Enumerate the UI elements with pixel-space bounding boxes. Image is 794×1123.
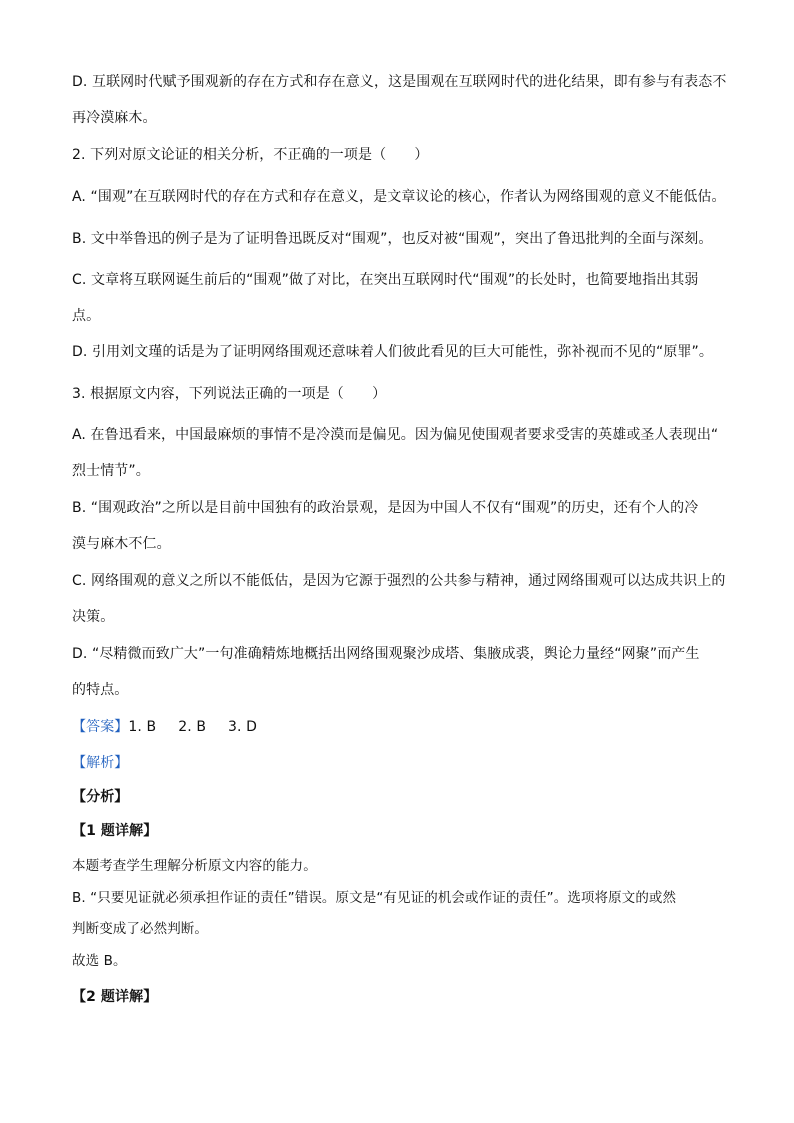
q3-option-d-line1: D. “尽精微而致广大”一句准确精炼地概括出网络围观聚沙成塔、集腋成裘，舆论力量经“网聚”而产生 <box>72 646 700 662</box>
answer-label: 【答案】 <box>72 719 129 735</box>
answer-item-3: 3. D <box>228 719 258 735</box>
q3-option-b-line2: 漠与麻木不仁。 <box>72 536 171 552</box>
q1-detail-heading: 【1 题详解】 <box>72 823 158 839</box>
q3-option-a-line1: A. 在鲁迅看来，中国最麻烦的事情不是冷漠而是偏见。因为偏见使围观者要求受害的英雄或圣人表现出“ <box>72 427 719 443</box>
q1-detail-line2: B. “只要见证就必须承担作证的责任”错误。原文是“有见证的机会或作证的责任”。选项将原文的或然 <box>72 890 677 906</box>
q1-detail-line4: 故选 B。 <box>72 953 127 969</box>
q2-detail-heading: 【2 题详解】 <box>72 989 158 1005</box>
q2-option-c-line2: 点。 <box>72 308 101 324</box>
q2-option-d: D. 引用刘文瑾的话是为了证明网络围观还意味着人们彼此看见的巨大可能性，弥补视而不见的“原罪”。 <box>72 344 713 360</box>
analysis-label: 【解析】 <box>72 755 129 771</box>
answer-line <box>72 718 732 736</box>
q3-option-b-line1: B. “围观政治”之所以是目前中国独有的政治景观，是因为中国人不仅有“围观”的历史，还有个人的冷 <box>72 500 699 516</box>
q3-option-c-line1: C. 网络围观的意义之所以不能低估，是因为它源于强烈的公共参与精神，通过网络围观可以达成共识上的 <box>72 573 726 589</box>
q1-detail-line1: 本题考查学生理解分析原文内容的能力。 <box>72 858 317 874</box>
q3-stem: 3. 根据原文内容，下列说法正确的一项是（ ） <box>72 386 387 402</box>
q3-option-c-line2: 决策。 <box>72 609 115 625</box>
q3-option-a-line2: 烈士情节”。 <box>72 463 150 479</box>
fenxi-heading: 【分析】 <box>72 789 129 805</box>
q2-option-a: A. “围观”在互联网时代的存在方式和存在意义，是文章议论的核心，作者认为网络围观的意义不能低估。 <box>72 189 726 205</box>
q2-option-b: B. 文中举鲁迅的例子是为了证明鲁迅既反对“围观”，也反对被“围观”，突出了鲁迅批判的全面与深刻。 <box>72 231 713 247</box>
q2-stem: 2. 下列对原文论证的相关分析，不正确的一项是（ ） <box>72 147 429 163</box>
q1-option-d-line1: D. 互联网时代赋予围观新的存在方式和存在意义，这是围观在互联网时代的进化结果，即有参与有表态不 <box>72 74 727 90</box>
q1-detail-line3: 判断变成了必然判断。 <box>72 921 208 937</box>
q1-option-d-line2: 再冷漠麻木。 <box>72 110 157 126</box>
answer-item-1: 1. B <box>128 719 157 735</box>
q3-option-d-line2: 的特点。 <box>72 682 129 698</box>
answer-item-2: 2. B <box>178 719 207 735</box>
q2-option-c-line1: C. 文章将互联网诞生前后的“围观”做了对比，在突出互联网时代“围观”的长处时，也简要地指出其弱 <box>72 272 699 288</box>
